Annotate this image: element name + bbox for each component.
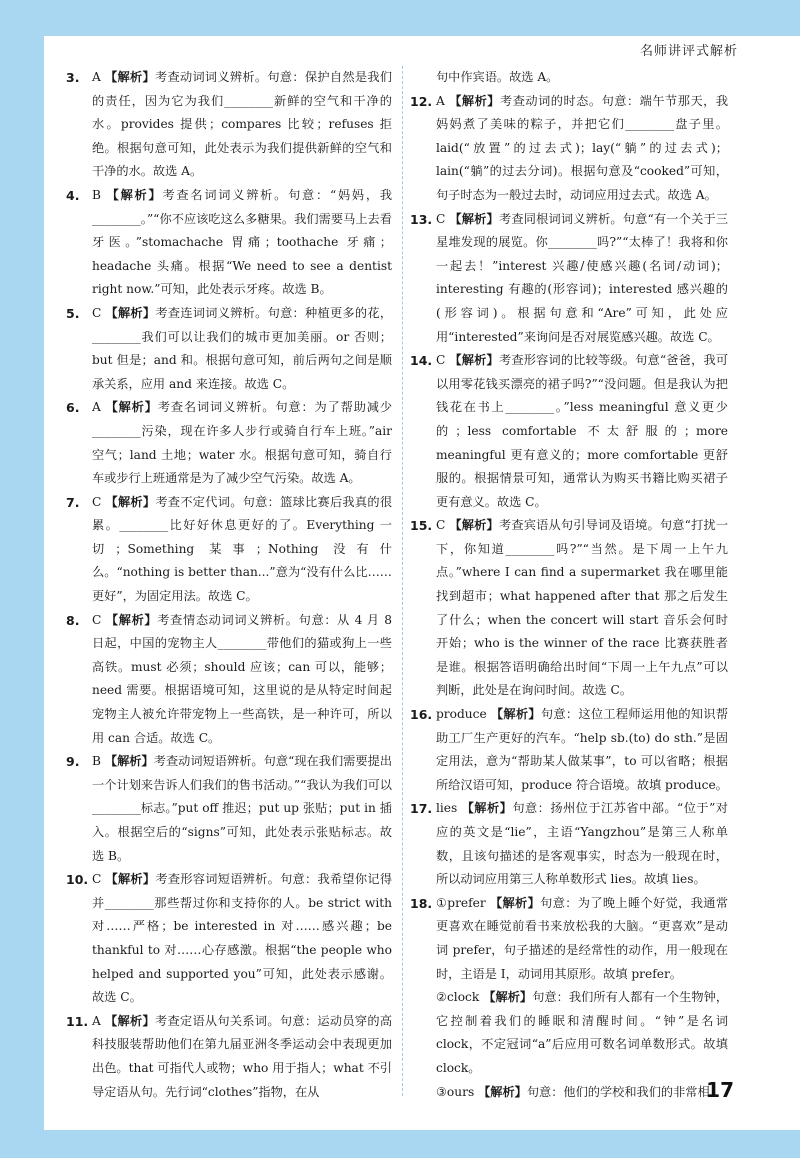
column-divider xyxy=(402,66,403,1096)
answer-item-6: 6. A 【解析】考查名词词义辨析。句意：为了帮助减少________污染，现在许多人步行或骑自行车上班。”air 空气；land 土地；water 水。根据句意可知，骑自行车或步行上班通常是为了减少空气污染。故选 A。 xyxy=(66,400,393,486)
right-column xyxy=(410,66,728,1104)
header-label: 名师讲评式解析 xyxy=(639,44,738,59)
answer-item-4: 4. B 【解析】考查名词词义辨析。句意：“妈妈，我________。”“你不应该吃这么多糖果。我们需要马上去看牙医。”stomachache 胃痛；toothache 牙痛；headache 头痛。根据“We need to see a dentist right now.”可知，此处表示牙疼。故选 B。 xyxy=(66,187,393,297)
answer-item-10: 10. C 【解析】考查形容词短语辨析。句意：我希望你记得并________那些帮过你和支持你的人。be strict with 对……严格；be interested in 对……感兴趣；be thankful to 对……心存感激。根据“the people who helped and supported you”可知，此处表示感谢。故选 C。 xyxy=(66,872,393,1005)
answer-item-18-2: ②clock 【解析】句意：我们所有人都有一个生物钟，它控制着我们的睡眠和清醒时间。“钟”是名词 clock，不定冠词“a”后应用可数名词单数形式。故填 clock。 xyxy=(436,990,729,1075)
answer-item-12: 12. A 【解析】考查动词的时态。句意：端午节那天，我妈妈煮了美味的粽子，并把它们________盘子里。laid(“放置”的过去式)；lay(“躺”的过去式)；lain(“躺”的过去分词)。根据句意及“cooked”可知，句子时态为一般过去时，动词应用过去式。故选 A。 xyxy=(410,93,729,202)
answer-item-9: 9. B 【解析】考查动词短语辨析。句意“现在我们需要提出一个计划来告诉人们我们的售书活动。”“我认为我们可以________标志。”put off 推迟；put up 张贴；put in 插入。根据空后的“signs”可知，此处表示张贴标志。故选 B。 xyxy=(66,754,393,863)
answer-item-16: 16. produce 【解析】句意：这位工程师运用他的知识帮助工厂生产更好的汽车。“help sb.(to) do sth.”是固定用法，意为“帮助某人做某事”，to 可以省略；根据所给汉语可知，produce 符合语境。故填 produce。 xyxy=(410,707,729,792)
answer-item-7: 7. C 【解析】考查不定代词。句意：篮球比赛后我真的很累。________比好好休息更好的了。Everything 一切；Something 某事；Nothing 没有什么。“nothing is better than...”意为“没有什么比……更好”，为固定用法。故选 C。 xyxy=(66,494,393,604)
page-number: 17 xyxy=(706,1078,734,1102)
answer-item-18-3: ③ours 【解析】句意：他们的学校和我们的非常相 xyxy=(436,1084,710,1099)
answer-item-13: 13. C 【解析】考查同根词词义辨析。句意“有一个关于三星堆发现的展览。你________吗?”“太棒了！我将和你一起去！”interest 兴趣/使感兴趣(名词/动词)；interesting 有趣的(形容词)；interested 感兴趣的(形容词)。根据句意和“Are”可知，此处应用“interested”来询问是否对展览感兴趣。故选 C。 xyxy=(410,211,729,344)
answer-item-5: 5. C 【解析】考查连词词义辨析。句意：种植更多的花，________我们可以让我们的城市更加美丽。or 否则；but 但是；and 和。根据句意可知，前后两句之间是顺承关系，应用 and 来连接。故选 C。 xyxy=(66,305,393,391)
answer-item-11: 11. A 【解析】考查定语从句关系词。句意：运动员穿的高科技服装帮助他们在第九届亚洲冬季运动会中表现更加出色。that 可指代人或物；who 用于指人；what 不引导定语从句。先行词“clothes”指物，在从 xyxy=(66,1013,393,1099)
answer-item-15: 15. C 【解析】考查宾语从句引导词及语境。句意“打扰一下，你知道________吗?”“当然。是下周一上午九点。”where I can find a supermarket 我在哪里能找到超市；what happened after that 那之后发生了什么；when the concert will start 音乐会何时开始；who is the winner of the race 比赛获胜者是谁。根据答语明确给出时间“下周一上午九点”可以判断，此处是在询问时间。故选 C。 xyxy=(410,518,729,698)
answer-item-8: 8. C 【解析】考查情态动词词义辨析。句意：从 4 月 8 日起，中国的宠物主人________带他们的猫或狗上一些高铁。must 必须；should 应该；can 可以，能够；need 需要。根据语境可知，这里说的是从特定时间起宠物主人被允许带宠物上一些高铁，是一种许可，所以用 can 合适。故选 C。 xyxy=(66,612,393,745)
continued-text: 句中作宾语。故选 A。 xyxy=(436,70,559,84)
answer-item-14: 14. C 【解析】考查形容词的比较等级。句意“爸爸，我可以用零花钱买漂亮的裙子吗?”“没问题。但是我认为把钱花在书上________。”less meaningful 意义更少的；less comfortable 不太舒服的；more meaningful 更有意义的；more comfortable 更舒服的。根据情景可知，通常认为购买书籍比购买裙子更有意义。故选 C。 xyxy=(410,353,729,509)
answer-item-17: 17. lies 【解析】句意：扬州位于江苏省中部。“位于”对应的英文是“lie”，主语“Yangzhou”是第三人称单数，且该句描述的是客观事实，时态为一般现在时，所以动词应用第三人称单数形式 lies。故填 lies。 xyxy=(410,801,728,887)
left-column xyxy=(66,66,392,1104)
answer-item-3: 3. A 【解析】考查动词词义辨析。句意：保护自然是我们的责任，因为它为我们________新鲜的空气和干净的水。provides 提供；compares 比较；refuses 拒绝。根据句意可知，此处表示为我们提供新鲜的空气和干净的水。故选 A。 xyxy=(66,70,393,179)
answer-item-18: 18. ①prefer 【解析】句意：为了晚上睡个好觉，我通常更喜欢在睡觉前看书来放松我的大脑。“更喜欢”是动词 prefer，句子描述的是经常性的动作，用一般现在时，主语是 I，动词用其原形。故填 prefer。 xyxy=(410,895,729,981)
